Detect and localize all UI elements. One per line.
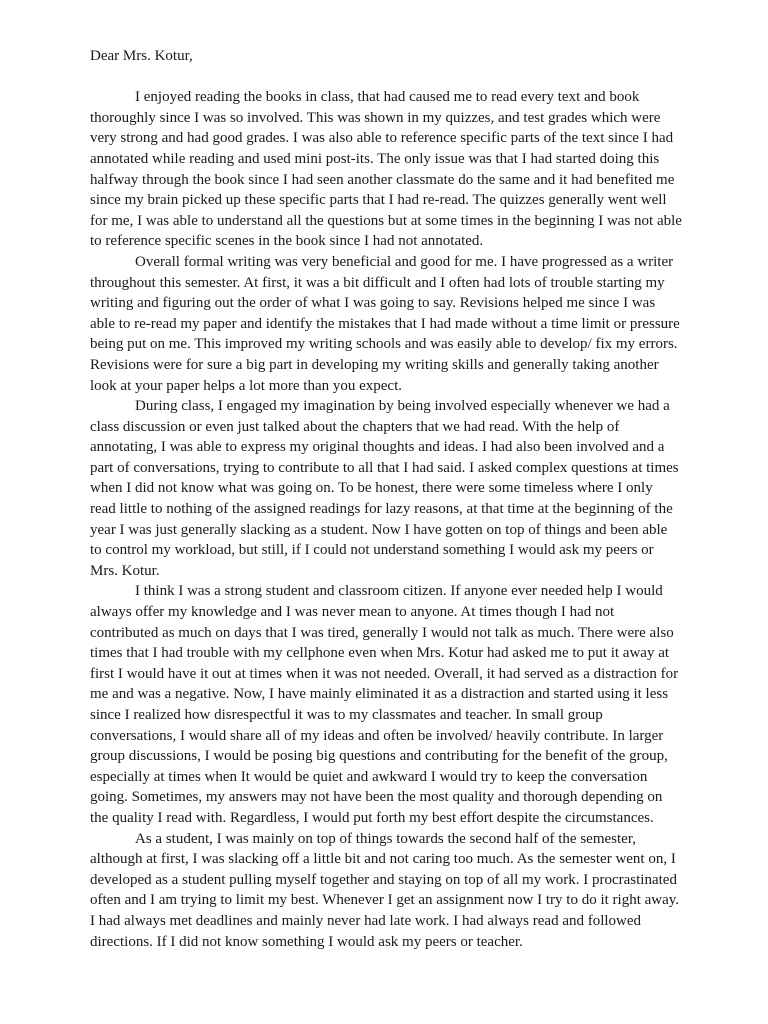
paragraph-writing: Overall formal writing was very beneficial and good for me. I have progressed as a writer throughout this semester. At first, it was a bit difficult and I often had lots of trouble starting my writing and figuring out the order of what I was going to say. Revisions helped me since I was able to re-read my paper and identify the mistakes that I had made without a time limit or pressure being put on me. This improved my writing schools and was easily able to develop/ fix my errors. Revisions were for sure a big part in developing my writing skills and generally taking another look at your paper helps a lot more than you expect.: [90, 253, 680, 394]
paragraph-class-engagement: During class, I engaged my imagination by being involved especially whenever we had a class discussion or even just talked about the chapters that we had read. With the help of annotating, I was able to express my original thoughts and ideas. I had also been involved and a part of conversations, trying to contribute to all that I had said. I asked complex questions at times when I did not know what was going on. To be honest, there were some timeless where I only read little to nothing of the assigned readings for lazy reasons, at that time at the beginning of the year I was just generally slacking as a student. Now I have gotten on top of things and been able to control my workload, but still, if I could not understand something I would ask my peers or Mrs. Kotur.: [90, 398, 679, 579]
letter-document: [90, 46, 682, 952]
paragraph-classroom-citizen: I think I was a strong student and classroom citizen. If anyone ever needed help I would always offer my knowledge and I was never mean to anyone. At times though I had not contributed as much on days that I was tired, generally I would not talk as much. There were also times that I had trouble with my cellphone even when Mrs. Kotur had asked me to put it away at first I would have it out at times when it was not needed. Overall, it had served as a distraction for me and was a negative. Now, I have mainly eliminated it as a distraction and started using it less since I realized how disrespectful it was to my classmates and teacher. In small group conversations, I would share all of my ideas and often be involved/ heavily contribute. In larger group discussions, I would be posing big questions and contributing for the benefit of the group, especially at times when It would be quiet and awkward I would try to keep the conversation going. Sometimes, my answers may not have been the most quality and thorough depending on the quality I read with. Regardless, I would put forth my best effort despite the circumstances.: [90, 583, 679, 826]
paragraph-reading: I enjoyed reading the books in class, that had caused me to read every text and book thoroughly since I was so involved. This was shown in my quizzes, and test grades which were very strong and had good grades. I was also able to reference specific parts of the text since I had annotated while reading and used mini post-its. The only issue was that I had started doing this halfway through the book since I had seen another classmate do the same and it had benefited me since my brain picked up these specific parts that I had re-read. The quizzes generally went well for me, I was able to understand all the questions but at some times in the beginning I was not able to reference specific scenes in the book since I had not annotated.: [90, 89, 682, 250]
paragraph-student-habits: As a student, I was mainly on top of things towards the second half of the semester, although at first, I was slacking off a little bit and not caring too much. As the semester went on, I developed as a student pulling myself together and staying on top of all my work. I procrastinated often and I am trying to limit my best. Whenever I get an assignment now I try to do it right away. I had always met deadlines and mainly never had late work. I had always read and followed directions. If I did not know something I would ask my peers or teacher.: [90, 830, 680, 950]
salutation: Dear Mrs. Kotur,: [90, 48, 193, 64]
